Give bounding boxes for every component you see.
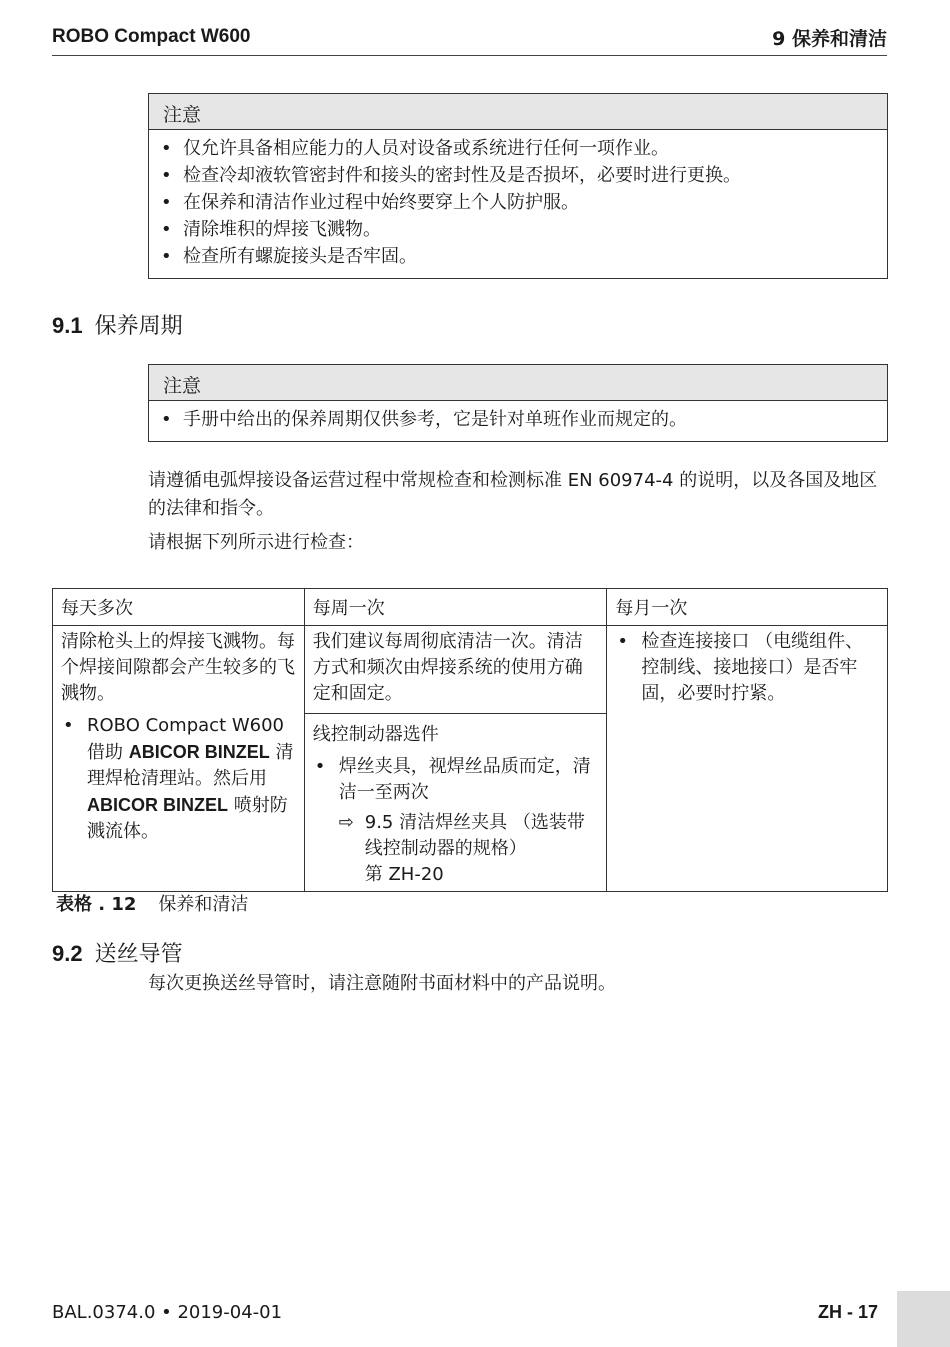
daily-cell	[53, 626, 305, 892]
page-header	[52, 24, 887, 56]
notice-item: • 在保养和清洁作业过程中始终要穿上个人防护服。	[161, 189, 875, 216]
option-bullet: • 焊丝夹具，视焊丝品质而定，清洁一至两次	[313, 754, 599, 806]
caption-label: 表格 . 12	[56, 894, 137, 915]
notice-box-interval	[148, 364, 888, 442]
notice-item: • 手册中给出的保养周期仅供参考，它是针对单班作业而规定的。	[161, 406, 875, 433]
check-intro-paragraph: 请根据下列所示进行检查：	[148, 532, 364, 553]
header-chapter-title: 9 保养和清洁	[772, 28, 887, 50]
maintenance-table	[52, 588, 888, 892]
section-heading-9-1	[52, 309, 183, 340]
standard-paragraph: 请遵循电弧焊接设备运营过程中常规检查和检测标准 EN 60974-4 的说明，以及各国及地区的法律和指令。	[148, 470, 878, 519]
column-header-daily: 每天多次	[53, 589, 305, 626]
caption-text: 保养和清洁	[158, 894, 249, 915]
arrow-right-icon: ⇨	[338, 812, 354, 833]
weekly-option-section	[305, 713, 607, 888]
weekly-text: 我们建议每周彻底清洁一次。清洁方式和频次由焊接系统的使用方确定和固定。	[312, 631, 583, 704]
section-title-text: 送丝导管	[94, 942, 183, 967]
weekly-cell	[304, 626, 607, 892]
table-header-row	[53, 589, 888, 626]
monthly-bullet: • 检查连接接口 （电缆组件、控制线、接地接口）是否牢固，必要时拧紧。	[615, 629, 879, 707]
section-number: 9.2	[52, 941, 83, 966]
table-caption	[56, 890, 248, 916]
notice-list	[149, 130, 887, 278]
daily-text: 清除枪头上的焊接飞溅物。每个焊接间隙都会产生较多的飞溅物。	[61, 631, 295, 704]
section-heading-9-2	[52, 937, 183, 968]
notice-item: • 检查所有螺旋接头是否牢固。	[161, 243, 875, 270]
header-product-name: ROBO Compact W600	[52, 26, 251, 47]
notice-item: • 仅允许具备相应能力的人员对设备或系统进行任何一项作业。	[161, 135, 875, 162]
option-title: 线控制动器选件	[312, 724, 439, 745]
page-edge-tab	[897, 1291, 950, 1347]
notice-box-general	[148, 93, 888, 279]
column-header-weekly: 每周一次	[304, 589, 607, 626]
column-header-monthly: 每月一次	[607, 589, 888, 626]
monthly-cell	[607, 626, 888, 892]
section-number: 9.1	[52, 313, 83, 338]
notice-list	[149, 401, 887, 441]
notice-title: 注意	[149, 365, 887, 401]
table-row	[53, 626, 888, 892]
section-title-text: 保养周期	[94, 314, 183, 339]
brand-name: ABICOR BINZEL	[87, 795, 228, 815]
footer-page-number: ZH - 17	[818, 1302, 879, 1322]
cross-reference-page: 第 ZH-20	[364, 864, 444, 885]
notice-item: • 检查冷却液软管密封件和接头的密封性及是否损坏，必要时进行更换。	[161, 162, 875, 189]
footer-doc-id: BAL.0374.0 • 2019-04-01	[52, 1302, 283, 1323]
brand-name: ABICOR BINZEL	[128, 742, 270, 762]
cross-reference-text: 9.5 清洁焊丝夹具 （选装带线控制动器的规格）	[364, 812, 585, 859]
notice-title: 注意	[149, 94, 887, 130]
liner-paragraph: 每次更换送丝导管时，请注意随附书面材料中的产品说明。	[148, 973, 616, 994]
cross-reference-link[interactable]	[339, 810, 599, 888]
daily-bullet: • ROBO Compact W600 借助 ABICOR BINZEL 清理焊枪清理站。然后用 ABICOR BINZEL 喷射防溅流体。	[61, 713, 296, 845]
notice-item: • 清除堆积的焊接飞溅物。	[161, 216, 875, 243]
